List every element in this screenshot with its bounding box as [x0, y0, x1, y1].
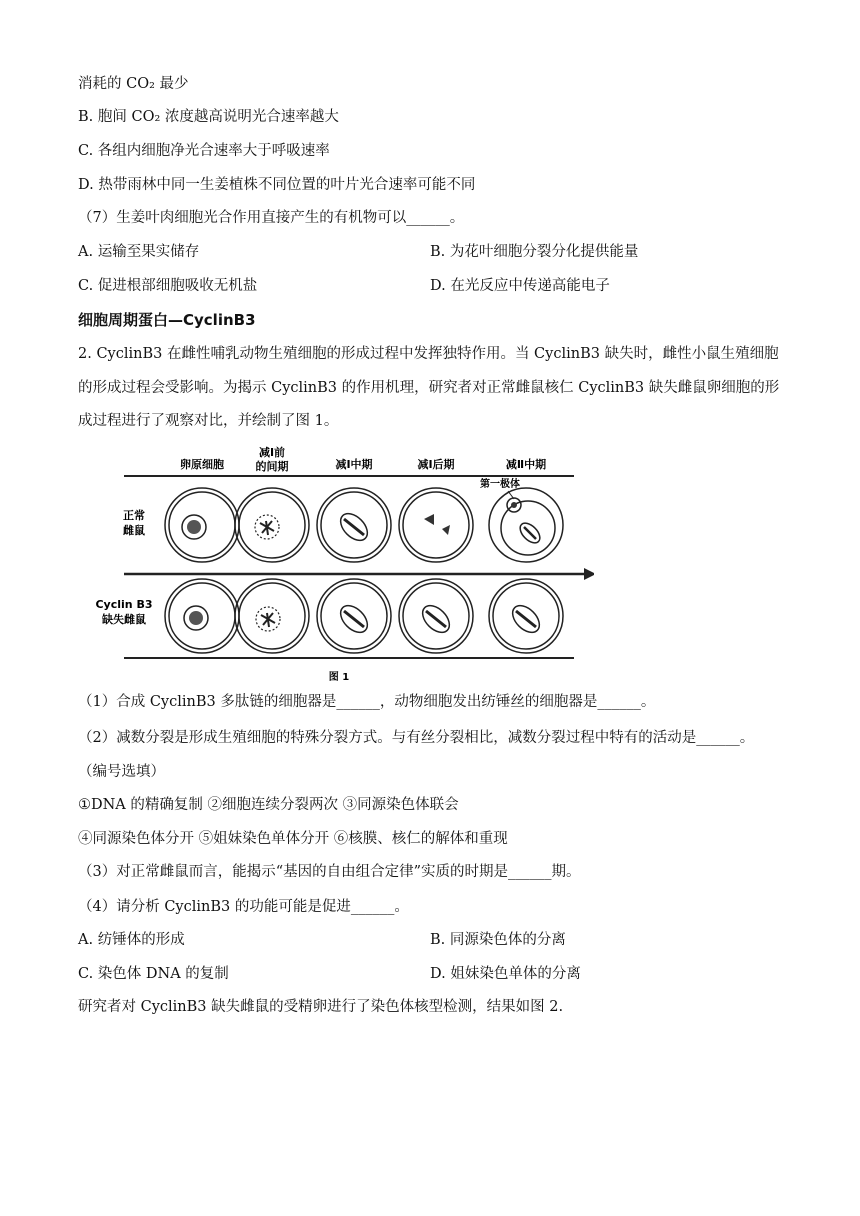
paragraph-line: 成过程进行了观察对比，并绘制了图 1。	[78, 413, 339, 429]
paragraph-line: 的形成过程会受影响。为揭示 CyclinB3 的作用机理，研究者对正常雌鼠核仁 CyclinB3 缺失雌鼠卵细胞的形	[78, 380, 780, 396]
question-1: （1）合成 CyclinB3 多肽链的细胞器是______，动物细胞发出纺锤丝的细胞器是______。	[78, 694, 656, 710]
option-d: D. 热带雨林中同一生姜植株不同位置的叶片光合速率可能不同	[78, 177, 476, 193]
option-b: B. 同源染色体的分离	[430, 932, 566, 948]
question-4: （4）请分析 CyclinB3 的功能可能是促进______。	[78, 899, 409, 915]
figure-caption: 图 1	[328, 672, 350, 683]
option-d: D. 在光反应中传递高能电子	[430, 278, 610, 294]
choice-list: ④同源染色体分开 ⑤姐妹染色单体分开 ⑥核膜、核仁的解体和重现	[78, 831, 508, 847]
option-a: A. 纺锤体的形成	[78, 932, 185, 948]
option-c: C. 染色体 DNA 的复制	[78, 966, 229, 982]
stage-label: 减Ⅰ后期	[417, 458, 455, 471]
paragraph-line: 2. CyclinB3 在雌性哺乳动物生殖细胞的形成过程中发挥独特作用。当 CyclinB3 缺失时，雌性小鼠生殖细胞	[78, 346, 779, 362]
question-7: （7）生姜叶肉细胞光合作用直接产生的有机物可以______。	[78, 210, 465, 226]
choice-list: ①DNA 的精确复制 ②细胞连续分裂两次 ③同源染色体联会	[78, 797, 459, 813]
row-label: 正常	[123, 509, 145, 522]
paragraph-line: 研究者对 CyclinB3 缺失雌鼠的受精卵进行了染色体核型检测，结果如图 2.	[78, 999, 564, 1015]
row-label: 缺失雌鼠	[102, 613, 146, 626]
option-c: C. 各组内细胞净光合速率大于呼吸速率	[78, 143, 330, 159]
polar-body-label: 第一极体	[480, 479, 520, 490]
row-label: Cyclin B3	[95, 598, 153, 611]
stage-label: 减Ⅱ中期	[505, 458, 547, 471]
stage-label: 卵原细胞	[180, 458, 224, 471]
option-d: D. 姐妹染色单体的分离	[430, 966, 581, 982]
option-b: B. 胞间 CO₂ 浓度越高说明光合速率越大	[78, 109, 339, 125]
stage-label: 减Ⅰ前	[258, 446, 286, 459]
question-2: （2）减数分裂是形成生殖细胞的特殊分裂方式。与有丝分裂相比，减数分裂过程中特有的活动是______。	[78, 730, 755, 746]
option-c: C. 促进根部细胞吸收无机盐	[78, 278, 258, 294]
stage-label: 的间期	[255, 460, 289, 473]
figure-1	[84, 441, 594, 686]
question-2-note: （编号选填）	[78, 764, 165, 780]
row-label: 雌鼠	[123, 524, 145, 537]
section-heading: 细胞周期蛋白—CyclinB3	[78, 311, 256, 329]
option-b: B. 为花叶细胞分裂分化提供能量	[430, 244, 639, 260]
stage-label: 减Ⅰ中期	[335, 458, 373, 471]
text-line: 消耗的 CO₂ 最少	[78, 76, 189, 92]
option-a: A. 运输至果实储存	[78, 244, 200, 260]
question-3: （3）对正常雌鼠而言，能揭示“基因的自由组合定律”实质的时期是______期。	[78, 864, 581, 880]
